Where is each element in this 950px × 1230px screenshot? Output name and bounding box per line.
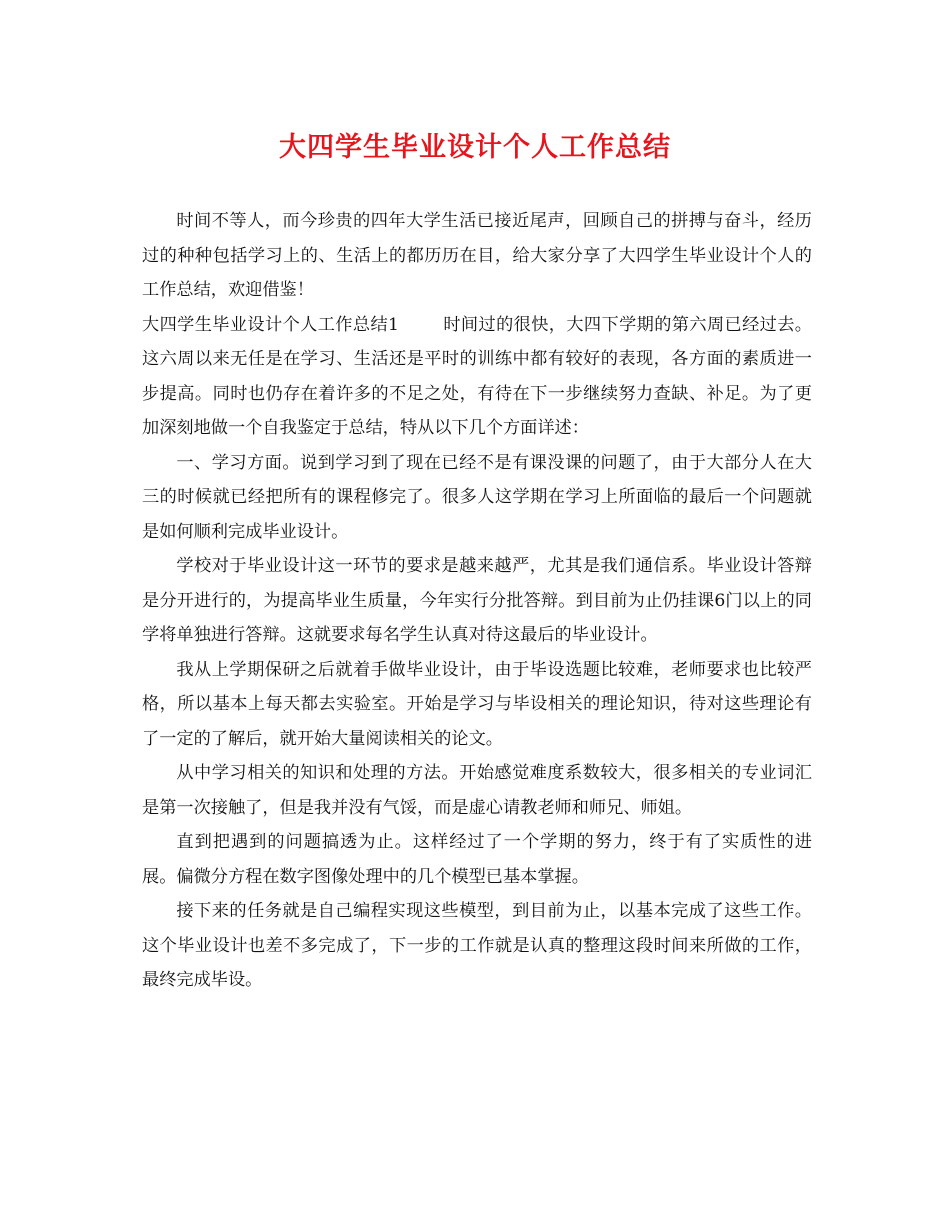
body-paragraph: 从中学习相关的知识和处理的方法。开始感觉难度系数较大，很多相关的专业词汇是第一次接触了，但是我并没有气馁，而是虚心请教老师和师兄、师姐。 xyxy=(142,763,812,818)
section-first-text: 时间过的很快，大四下学期的第六周已经过去。这六周以来无任是在学习、生活还是平时的训练中都有较好的表现，各方面的素质进一步提高。同时也仍存在着许多的不足之处，有待在下一步继续努力查缺、补足。为了更加深刻地做一个自我鉴定于总结，特从以下几个方面详述： xyxy=(142,314,812,438)
body-paragraph: 一、学习方面。说到学习到了现在已经不是有课没课的问题了，由于大部分人在大三的时候就已经把所有的课程修完了。很多人这学期在学习上所面临的最后一个问题就是如何顺利完成毕业设计。 xyxy=(142,452,812,542)
body-paragraph: 学校对于毕业设计这一环节的要求是越来越严，尤其是我们通信系。毕业设计答辩是分开进行的，为提高毕业生质量，今年实行分批答辩。到目前为止仍挂课6门以上的同学将单独进行答辩。这就要求每名学生认真对待这最后的毕业设计。 xyxy=(142,556,812,645)
body-paragraph: 接下来的任务就是自己编程实现这些模型，到目前为止，以基本完成了这些工作。这个毕业设计也差不多完成了，下一步的工作就是认真的整理这段时间来所做的工作，最终完成毕设。 xyxy=(142,901,812,990)
intro-paragraph: 时间不等人，而今珍贵的四年大学生活已接近尾声，回顾自己的拼搏与奋斗，经历过的种种包括学习上的、生活上的都历历在目，给大家分享了大四学生毕业设计个人的工作总结，欢迎借鉴！ xyxy=(142,211,812,300)
section-paragraph xyxy=(142,308,812,446)
document-body xyxy=(142,204,812,998)
section-heading: 大四学生毕业设计个人工作总结1 xyxy=(142,314,399,335)
body-paragraph: 直到把遇到的问题搞透为止。这样经过了一个学期的努力，终于有了实质性的进展。偏微分方程在数字图像处理中的几个模型已基本掌握。 xyxy=(142,832,812,887)
body-paragraph: 我从上学期保研之后就着手做毕业设计，由于毕设选题比较难，老师要求也比较严格，所以基本上每天都去实验室。开始是学习与毕设相关的理论知识，待对这些理论有了一定的了解后，就开始大量阅读相关的论文。 xyxy=(142,659,812,749)
document-title: 大四学生毕业设计个人工作总结 xyxy=(279,132,671,163)
